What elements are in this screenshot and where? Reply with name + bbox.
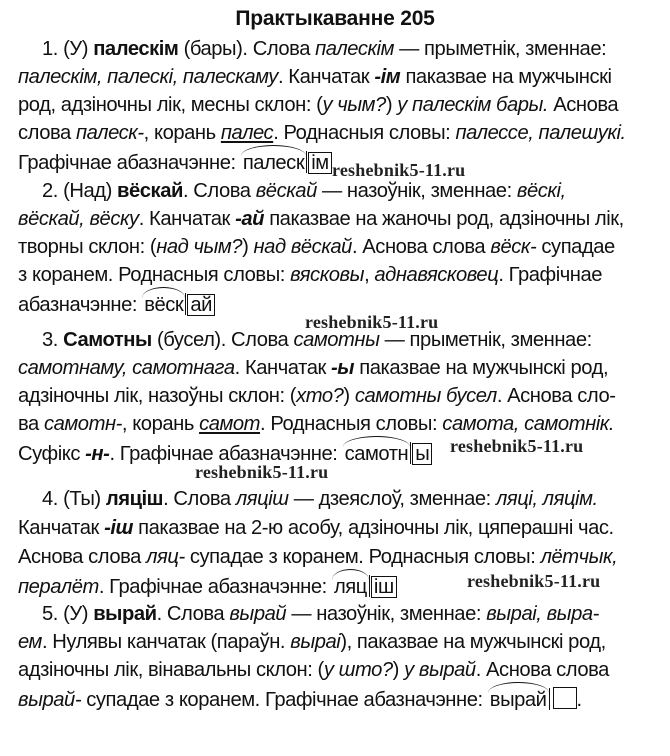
graphic-notation (332, 573, 397, 601)
text: паказвае на мужчынскі (400, 66, 612, 88)
bold-word: Самотны (63, 329, 152, 351)
ending-box: ім (308, 152, 331, 174)
text: . (576, 689, 582, 711)
bold-word: ляціш (105, 488, 164, 510)
italic-word: у вырай (404, 659, 476, 681)
item-4-line-2 (18, 514, 658, 542)
bold-word: палескім (93, 38, 179, 60)
text: (бусел). Слова (151, 329, 294, 351)
italic-word: палессе, палешукі. (455, 122, 626, 144)
graphic-notation (241, 149, 332, 177)
text: слова (18, 122, 76, 144)
suffix-text: -н- (85, 443, 110, 465)
item-1-line-2 (18, 63, 658, 91)
italic-word: выраі (290, 631, 341, 653)
text: паказвае на жаночы род, адзіночны лік, (264, 208, 624, 230)
italic-word: пералёт (18, 576, 99, 598)
italic-word: аднавясковец (374, 264, 499, 286)
text: адзіночны лік, назоўны склон: ( (18, 385, 297, 407)
italic-word: палескім (315, 38, 394, 60)
text: Графічнае абазначэнне: (18, 152, 241, 174)
watermark: reshebnik5-11.ru (467, 571, 601, 591)
text: . Аснова слова (351, 236, 491, 258)
italic-word: самотн- (43, 413, 122, 435)
italic-word: у чым? (322, 94, 386, 116)
text: — дзеяслоў, зменнае: (288, 488, 496, 510)
text: . Канчатак (138, 208, 236, 230)
watermark: reshebnik5-11.ru (450, 436, 584, 456)
italic-word: выраі, выра- (486, 603, 599, 625)
text: 4. (Ты) (42, 488, 106, 510)
italic-word: самот (199, 413, 261, 435)
text: ) (392, 659, 405, 681)
watermark: reshebnik5-11.ru (195, 462, 329, 482)
italic-word: ляц- (146, 546, 185, 568)
graphic-notation (488, 686, 577, 714)
italic-word: ляціш (235, 488, 289, 510)
text: адзіночны лік, вінавальны склон: ( (18, 659, 324, 681)
text: — прыметнік, зменнае: (379, 329, 592, 351)
text: . Слова (182, 180, 256, 202)
italic-word: вёскай, вёску (18, 208, 139, 230)
item-3-line-3 (18, 382, 658, 410)
text: . Роднасныя словы: (260, 413, 443, 435)
item-2-line-1 (42, 177, 658, 205)
text: Суфікс (18, 443, 86, 465)
italic-word: вырай (229, 603, 287, 625)
italic-word: лётчык, (540, 546, 618, 568)
root-mark: палеск (241, 149, 306, 177)
italic-word: самота, самотнік. (442, 413, 615, 435)
bold-word: вёскай (117, 180, 183, 202)
ending-text: -ы (331, 357, 355, 379)
graphic-notation (343, 440, 433, 468)
text: . Графічнае абазначэнне: (98, 576, 332, 598)
text: 5. (У) (42, 603, 94, 625)
item-1-line-4 (18, 119, 658, 147)
item-1-line-3 (18, 91, 658, 119)
page-title: Практыкаванне 205 (235, 7, 435, 30)
text: Канчатак (18, 517, 105, 539)
ending-text: -ай (235, 208, 265, 230)
text: супадае з коранем. Роднасныя словы: (184, 546, 541, 568)
text: . Канчатак (234, 357, 332, 379)
italic-word: самотны бусел (354, 385, 497, 407)
zero-ending-box (553, 687, 577, 709)
italic-word: палеск- (75, 122, 144, 144)
item-5-line-1 (42, 600, 658, 628)
item-4-line-1 (42, 485, 658, 513)
text: (бары). Слова (178, 38, 316, 60)
text: супадае з коранем. Графічнае абазначэнне: (81, 689, 488, 711)
item-5-line-4 (18, 686, 658, 714)
text: — назоўнік, зменнае: (316, 180, 517, 202)
italic-word: ляці, ляцім. (495, 488, 598, 510)
text: . Аснова слова (475, 659, 609, 681)
text: . Роднасныя словы: (273, 122, 456, 144)
item-1-line-1 (42, 35, 658, 63)
text: . Слова (163, 488, 236, 510)
italic-word: у палескім бары. (397, 94, 549, 116)
text: род, адзіночны лік, месны склон: ( (18, 94, 323, 116)
text: ) (242, 236, 254, 258)
ending-text: -ім (374, 66, 401, 88)
item-5-line-2 (18, 628, 658, 656)
ending-box: ы (412, 443, 432, 465)
text: , корань (143, 122, 221, 144)
italic-word: вёск- (490, 236, 537, 258)
text: — назоўнік, зменнае: (286, 603, 487, 625)
item-3-line-1 (42, 326, 658, 354)
italic-word: у што? (323, 659, 393, 681)
text: , корань (121, 413, 200, 435)
root-mark: самотн (343, 440, 411, 468)
text: . Аснова сло- (496, 385, 616, 407)
text: Аснова (548, 94, 619, 116)
text: паказвае на 2-ю асобу, адзіночны лік, цяперашні час. (133, 517, 614, 539)
italic-word: хто? (296, 385, 344, 407)
root-mark: вёск (142, 291, 185, 319)
text: ), паказвае на мужчынскі род, (340, 631, 606, 653)
text: творны склон: ( (18, 236, 157, 258)
text: 3. (42, 329, 64, 351)
italic-word: над чым? (156, 236, 243, 258)
italic-word: ем (18, 631, 42, 653)
ending-box: ай (187, 294, 215, 316)
italic-word: палес (220, 122, 274, 144)
text: . Графічнае абазначэнне: (109, 443, 343, 465)
text: супадае (536, 236, 615, 258)
item-2-line-3 (18, 233, 658, 261)
text: з коранем. Роднасныя словы: (18, 264, 291, 286)
italic-word: вёскі, (516, 180, 566, 202)
item-2-line-4 (18, 261, 658, 289)
text: Аснова слова (18, 546, 147, 568)
italic-word: самотнаму, самотнага (18, 357, 235, 379)
italic-word: над вёскай (253, 236, 352, 258)
graphic-notation (142, 291, 215, 319)
item-5-line-3 (18, 656, 658, 684)
italic-word: самотны (293, 329, 380, 351)
italic-word: вёскай (255, 180, 317, 202)
text: , (364, 264, 375, 286)
text: ) (385, 94, 398, 116)
italic-word: вясковы (290, 264, 365, 286)
text: . Графічнае (498, 264, 603, 286)
text: 2. (Над) (42, 180, 118, 202)
italic-word: палескім, палескі, палескаму (18, 66, 278, 88)
ending-box: іш (371, 576, 397, 598)
watermark: reshebnik5-11.ru (305, 312, 439, 332)
text: абазначэнне: (18, 294, 143, 316)
ending-text: -іш (104, 517, 134, 539)
item-3-line-2 (18, 354, 658, 382)
text: ва (18, 413, 44, 435)
bold-word: вырай (93, 603, 157, 625)
root-mark: вырай (488, 686, 549, 714)
text: . Нулявы канчатак (параўн. (41, 631, 291, 653)
root-mark: ляц (332, 573, 369, 601)
text: . Слова (156, 603, 230, 625)
item-4-line-3 (18, 543, 658, 571)
text: — прыметнік, зменнае: (394, 38, 607, 60)
text: . Канчатак (277, 66, 375, 88)
italic-word: вырай- (18, 689, 82, 711)
item-3-line-4 (18, 410, 658, 438)
text: паказвае на мужчынскі род, (354, 357, 609, 379)
item-2-line-2 (18, 205, 658, 233)
watermark: reshebnik5-11.ru (332, 160, 466, 180)
text: ) (343, 385, 355, 407)
text: 1. (У) (42, 38, 94, 60)
